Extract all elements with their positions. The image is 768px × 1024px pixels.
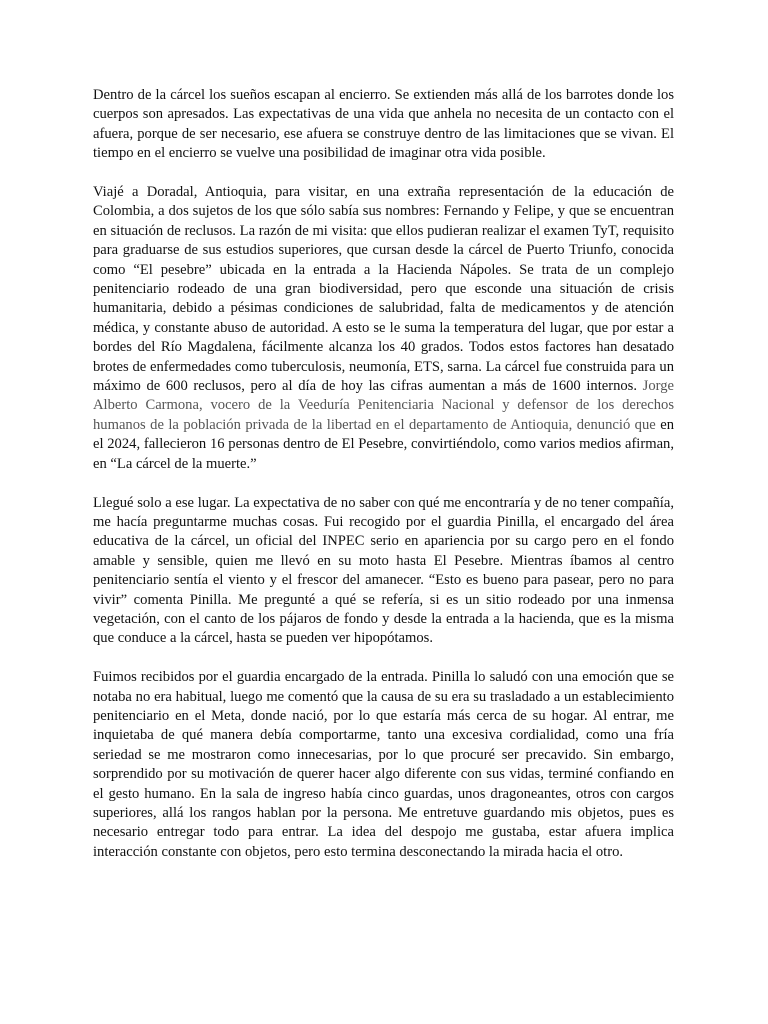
paragraph-2 bbox=[93, 183, 674, 474]
paragraph-2-text: Viajé a Doradal, Antioquia, para visitar, en una extraña representación de la educación de Colombia, a dos sujetos de los que sólo sabía sus nombres: Fernando y Felipe, y que se encuentran en situación de reclusos. La razón de mi visita: que ellos pudieran realizar el examen TyT, requisito para graduarse de sus estudios superiores, que cursan desde la cárcel de Puerto Triunfo, conocida como “El pesebre” ubicada en la entrada a la Hacienda Nápoles. Se trata de un complejo penitenciario rodeado de una gran biodiversidad, pero que esconde una situación de crisis humanitaria, debido a pésimas condiciones de salubridad, falta de medicamentos y de atención médica, y constante abuso de autoridad. A esto se le suma la temperatura del lugar, que por estar a bordes del Río Magdalena, fácilmente alcanza los 40 grados. Todos estos factores han desatado brotes de enfermedades como tuberculosis, neumonía, ETS, sarna. La cárcel fue construida para un máximo de 600 reclusos, pero al día de hoy las cifras aumentan a más de 1600 internos. bbox=[93, 184, 674, 395]
paragraph-2-quote: Jorge Alberto Carmona, vocero de la Veeduría Penitenciaria Nacional y defensor de los derechos humanos de la población privada de la libertad en el departamento de Antioquia, denunció que bbox=[93, 378, 674, 433]
document-body bbox=[93, 86, 674, 882]
paragraph-2-text-end: en el 2024, fallecieron 16 personas dentro de El Pesebre, convirtiéndolo, como varios medios afirman, en “La cárcel de la muerte.” bbox=[93, 416, 674, 472]
paragraph-4: Fuimos recibidos por el guardia encargado de la entrada. Pinilla lo saludó con una emoción que se notaba no era habitual, luego me comentó que la causa de su era su trasladado a un establecimiento penitenciario en el Meta, donde nació, por lo que estaría más cerca de su hogar. Al entrar, me inquietaba de qué manera debía comportarme, tanto una excesiva cordialidad, como una fría seriedad se me mostraron como innecesarias, por lo que procuré ser precavido. Sin embargo, sorprendido por su motivación de querer hacer algo diferente con sus vidas, terminé confiando en el gesto humano. En la sala de ingreso había cinco guardas, unos dragoneantes, otros con cargos superiores, allá los rangos hablan por la persona. Me entretuve guardando mis objetos, pues es necesario entregar todo para entrar. La idea del despojo me gustaba, estar afuera implica interacción constante con objetos, pero esto termina desconectando la mirada hacia el otro. bbox=[93, 669, 674, 860]
paragraph-1: Dentro de la cárcel los sueños escapan al encierro. Se extienden más allá de los barrotes donde los cuerpos son apresados. Las expectativas de una vida que anhela no necesita de un contacto con el afuera, porque de ser necesario, ese afuera se construye dentro de las limitaciones que se vivan. El tiempo en el encierro se vuelve una posibilidad de imaginar otra vida posible. bbox=[93, 87, 674, 162]
paragraph-3: Llegué solo a ese lugar. La expectativa de no saber con qué me encontraría y de no tener compañía, me hacía preguntarme muchas cosas. Fui recogido por el guardia Pinilla, el encargado del área educativa de la cárcel, un oficial del INPEC serio en apariencia por su cargo pero en el fondo amable y sensible, quien me llevó en su moto hasta El Pesebre. Mientras íbamos al centro penitenciario sentía el viento y el frescor del amanecer. “Esto es bueno para pasear, pero no para vivir” comenta Pinilla. Me pregunté a qué se refería, si es un sitio rodeado por una inmensa vegetación, con el canto de los pájaros de fondo y desde la entrada a la hacienda, que es la misma que conduce a la cárcel, hasta se pueden ver hipopótamos. bbox=[93, 494, 674, 647]
